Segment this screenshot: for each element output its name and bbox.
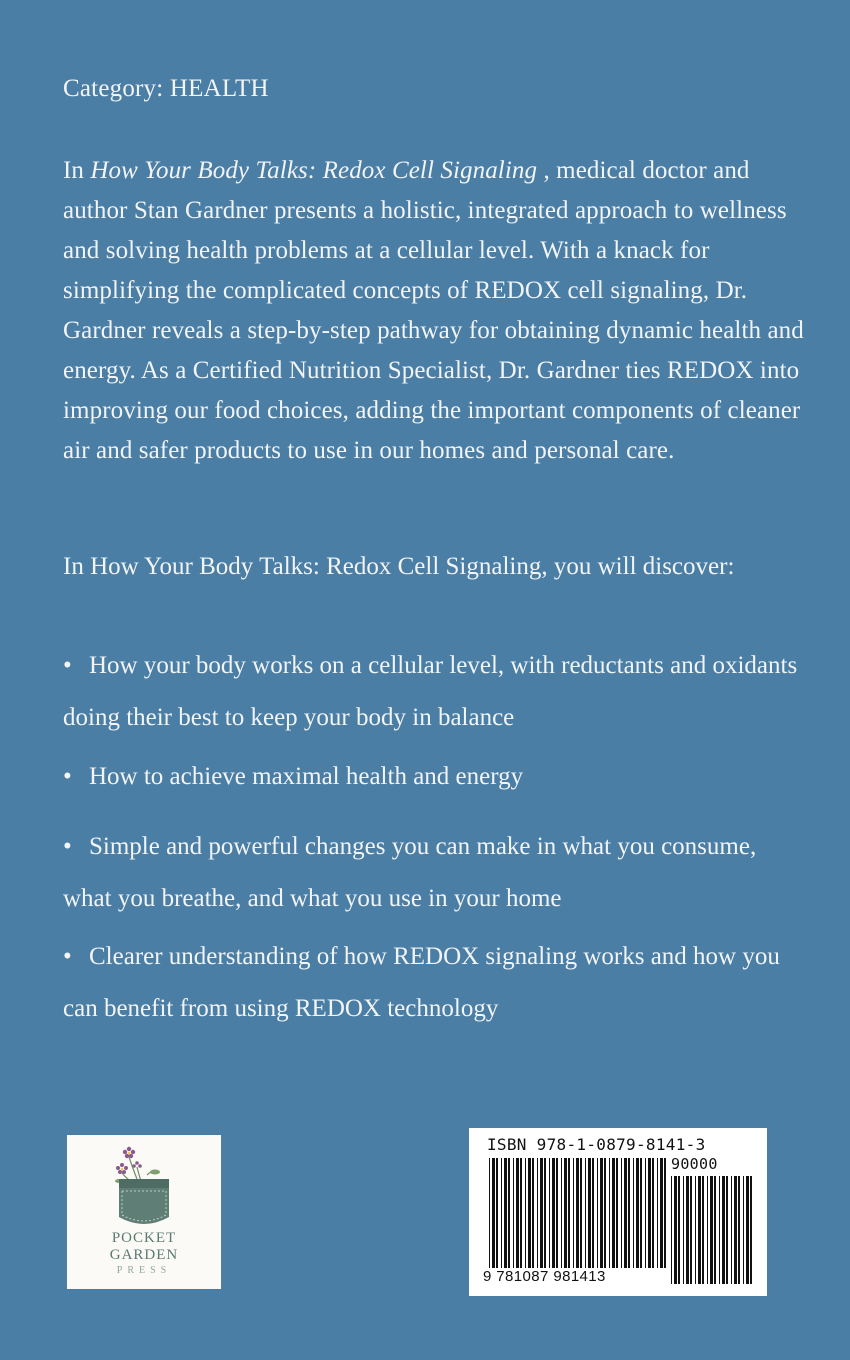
barcode-bar [628,1158,630,1268]
bullet-item [63,751,803,803]
barcode-bar [588,1158,591,1268]
barcode-bar [683,1176,684,1284]
barcode-bar [525,1158,526,1268]
barcode-bar [671,1176,672,1284]
barcode-bar [738,1176,740,1284]
barcode-bar [492,1158,495,1268]
bullet-dot: • [63,652,72,679]
barcode-bar [528,1158,531,1268]
barcode-bar [633,1158,634,1268]
price-code: 90000 [671,1155,718,1173]
barcode-bar [640,1158,642,1268]
barcode-bar [609,1158,610,1268]
barcode-bar [540,1158,543,1268]
description-body: , medical doctor and author Stan Gardner presents a holistic, integrated approach to wellness and solving health problems at a cellular level. With a knack for simplifying the complicated concepts of REDOX cell signaling, Dr. Gardner reveals a step-by-step pathway for obtaining dynamic health and energy. As a Certified Nutrition Specialist, Dr. Gardner ties REDOX into improving our food choices, adding the important components of cleaner air and safer products to use in our homes and personal care. [63,157,804,464]
barcode-bar [496,1158,498,1268]
description-prefix: In [63,157,91,184]
barcode-bar [552,1158,555,1268]
barcode-bar [652,1158,654,1268]
barcode-bar [702,1176,704,1284]
barcode-bar [674,1176,677,1284]
barcode-bar [576,1158,579,1268]
bullet-item [63,640,803,744]
logo-line-garden: GARDEN [109,1247,179,1263]
barcode-bar [657,1158,658,1268]
barcode-bar [489,1158,490,1268]
ean-digits: 9 781087 981413 [483,1268,606,1285]
barcode-bar [516,1158,519,1268]
book-description [63,151,808,471]
logo-line-press: PRESS [116,1265,172,1276]
bullet-dot: • [63,763,72,790]
barcode-bar [707,1176,708,1284]
barcode-bar [585,1158,586,1268]
bullet-item [63,931,803,1035]
barcode-bar [600,1158,603,1268]
discover-intro: In How Your Body Talks: Redox Cell Signaling, you will discover: [63,553,735,580]
barcode-bar [664,1158,666,1268]
bullet-text: How your body works on a cellular level, with reductants and oxidants doing their best to keep your body in balance [63,652,798,731]
barcode-bar [714,1176,716,1284]
barcode-bar [690,1176,692,1284]
barcode-bar [597,1158,598,1268]
bullet-text: How to achieve maximal health and energy [89,763,524,790]
barcode-bar [686,1176,689,1284]
barcode-bar [726,1176,728,1284]
barcode-bar [746,1176,749,1284]
barcode-bar [624,1158,627,1268]
barcode-bar [580,1158,582,1268]
barcode-bar [549,1158,550,1268]
barcode-bar [561,1158,562,1268]
book-title-italic: How Your Body Talks: Redox Cell Signaling [90,157,538,184]
bullet-text: Clearer understanding of how REDOX signaling works and how you can benefit from using REDOX technology [63,943,780,1022]
isbn-barcode [469,1128,767,1296]
barcode-bar [537,1158,538,1268]
category-label: Category: HEALTH [63,75,269,102]
isbn-label: ISBN 978-1-0879-8141-3 [487,1135,706,1154]
barcode-bar [678,1176,680,1284]
barcode-bar [722,1176,725,1284]
barcode-bar [719,1176,720,1284]
bullet-text: Simple and powerful changes you can make in what you consume, what you breathe, and what you use in your home [63,833,757,912]
bullet-dot: • [63,833,72,860]
barcode-bar [508,1158,510,1268]
barcode-bar [743,1176,744,1284]
barcode-bar [501,1158,502,1268]
barcode-bar [612,1158,615,1268]
barcode-bar [645,1158,646,1268]
barcode-bar [695,1176,696,1284]
barcode-bar [621,1158,622,1268]
bullet-dot: • [63,943,72,970]
barcode-bar [604,1158,606,1268]
barcode-bar [648,1158,651,1268]
barcode-bar [504,1158,507,1268]
barcode-bar [544,1158,546,1268]
barcode-bar [520,1158,522,1268]
logo-line-pocket: POCKET [111,1230,177,1246]
barcode-bar [750,1176,752,1284]
barcode-bar [710,1176,713,1284]
barcode-bar [564,1158,567,1268]
barcode-bar [660,1158,663,1268]
barcode-bar [568,1158,570,1268]
barcode-bar [616,1158,618,1268]
barcode-bar [532,1158,534,1268]
barcode-bar [698,1176,701,1284]
barcode-bar [592,1158,594,1268]
publisher-logo [67,1135,221,1289]
bullet-item [63,821,803,925]
barcode-bar [573,1158,574,1268]
barcode-bar [556,1158,558,1268]
barcode-bar [734,1176,737,1284]
barcode-bar [513,1158,514,1268]
barcode-bar [636,1158,639,1268]
barcode-bar [731,1176,732,1284]
